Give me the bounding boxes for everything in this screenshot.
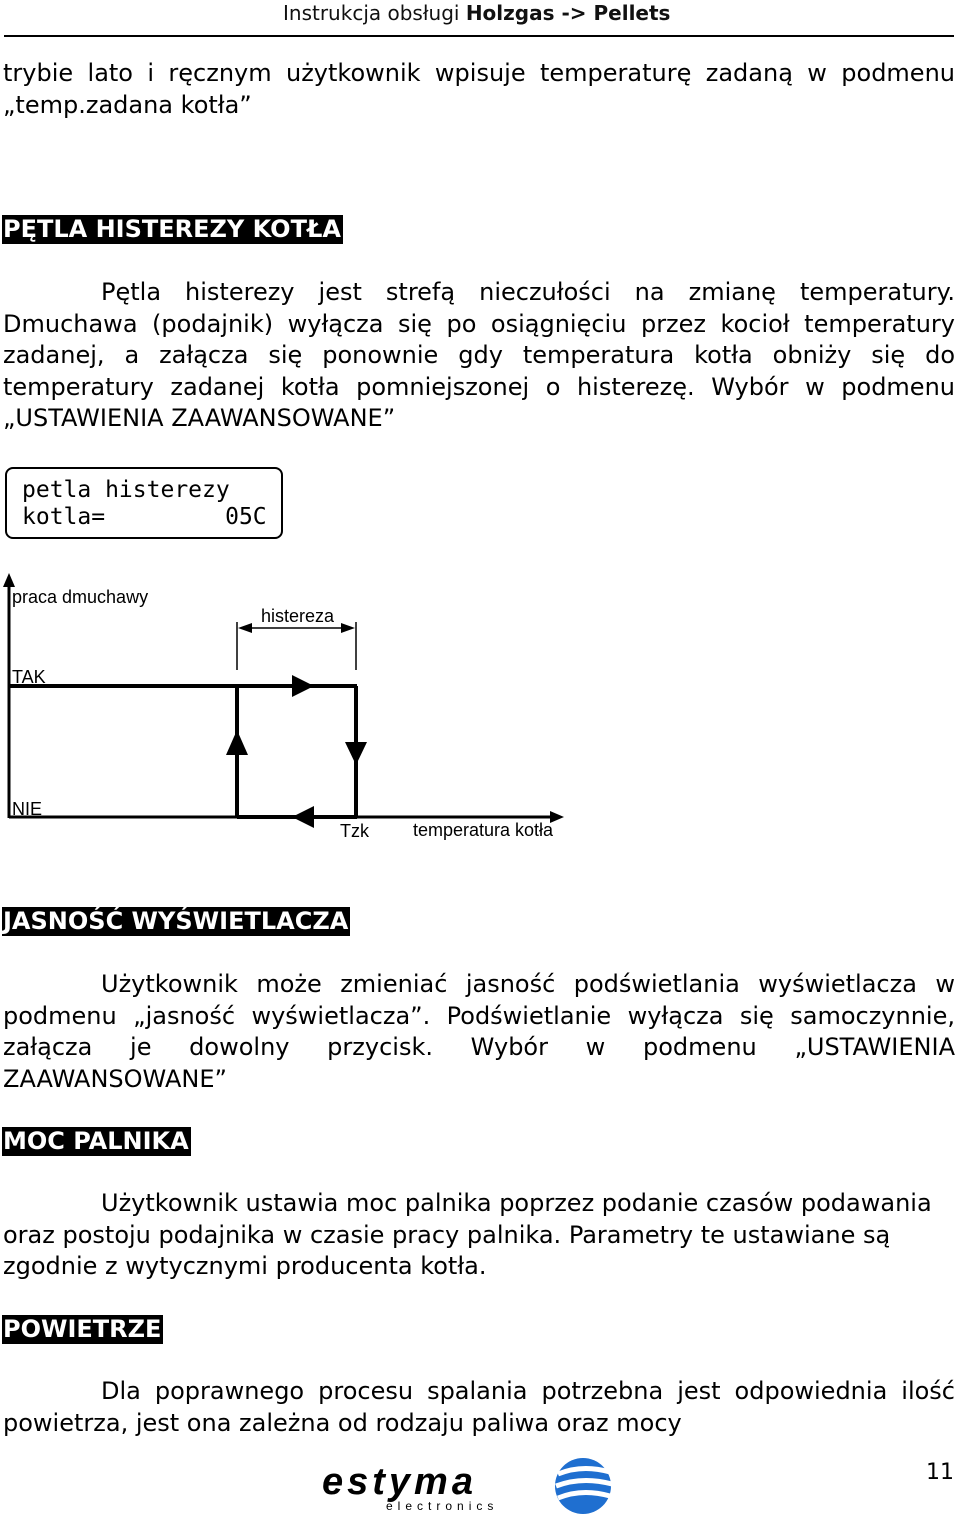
air-paragraph [3,1376,955,1439]
page-number: 11 [926,1460,954,1485]
off-level-arrow [292,806,314,828]
lcd-line-2-label: kotla= [22,504,106,530]
intro-paragraph: trybie lato i ręcznym użytkownik wpisuje temperaturę zadaną w podmenu „temp.zadana kotła” [3,59,955,119]
hysteresis-diagram [0,570,580,850]
lcd-display [5,467,283,539]
heading-hysteresis: PĘTLA HISTEREZY KOTŁA [3,215,341,243]
heading-air: POWIETRZE [3,1315,162,1343]
lcd-line-2 [22,504,267,530]
lcd-line-1: petla histerezy [22,477,230,503]
hysteresis-paragraph [3,277,955,435]
hysteresis-body: Pętla histerezy jest strefą nieczułości na zmianę temperatury. Dmuchawa (podajnik) wyłącza się po osiągnięciu przez kocioł temperatury zadanej, a załącza się ponownie gdy temperatura kotła obniży się do temperatury zadanej kotła pomniejszonej o histerezę. Wybór w podmenu „USTAWIENIA ZAAWANSOWANE” [3,278,955,432]
header-prefix: Instrukcja obsługi [283,1,466,25]
y-axis-label: praca dmuchawy [12,587,149,607]
hysteresis-right-arrow [341,623,355,633]
switch-on-arrow [226,730,248,755]
brightness-body: Użytkownik może zmieniać jasność podświetlania wyświetlacza w podmenu „jasność wyświetlacza”. Podświetlanie wyłącza się samoczynnie, załącza je dowolny przycisk. Wybór w podmenu „USTAWIENIA ZAAWANSOWANE” [3,970,955,1093]
heading-power: MOC PALNIKA [3,1127,189,1155]
hysteresis-left-arrow [238,623,252,633]
on-level-arrow [292,675,314,697]
logo-subtext: electronics [386,1499,499,1513]
air-body: Dla poprawnego procesu spalania potrzebna jest odpowiednia ilość powietrza, jest ona zależna od rodzaju paliwa oraz mocy [3,1377,955,1437]
brightness-paragraph [3,969,955,1095]
hysteresis-label: histereza [261,606,335,626]
logo-globe-icon [555,1458,612,1514]
header-title [283,1,670,25]
header-product: Holzgas -> Pellets [465,1,671,25]
logo-text: estyma [322,1461,477,1503]
power-body: Użytkownik ustawia moc palnika poprzez podanie czasów podawania oraz postoju podajnika w czasie pracy palnika. Parametry te ustawiane są zgodnie z wytycznymi producenta kotła. [3,1189,932,1280]
on-label: TAK [12,667,46,687]
heading-brightness: JASNOŚĆ WYŚWIETLACZA [3,907,349,935]
page-header [0,0,960,38]
estyma-logo [320,1452,620,1520]
switch-off-arrow [345,742,367,765]
header-rule [4,35,954,37]
lcd-line-2-value: 05C [225,504,267,530]
x-axis-label: temperatura kotła [413,820,554,840]
tzk-label: Tzk [340,821,369,841]
power-paragraph [3,1188,933,1283]
y-axis-arrow [3,573,15,587]
off-label: NIE [12,799,43,819]
